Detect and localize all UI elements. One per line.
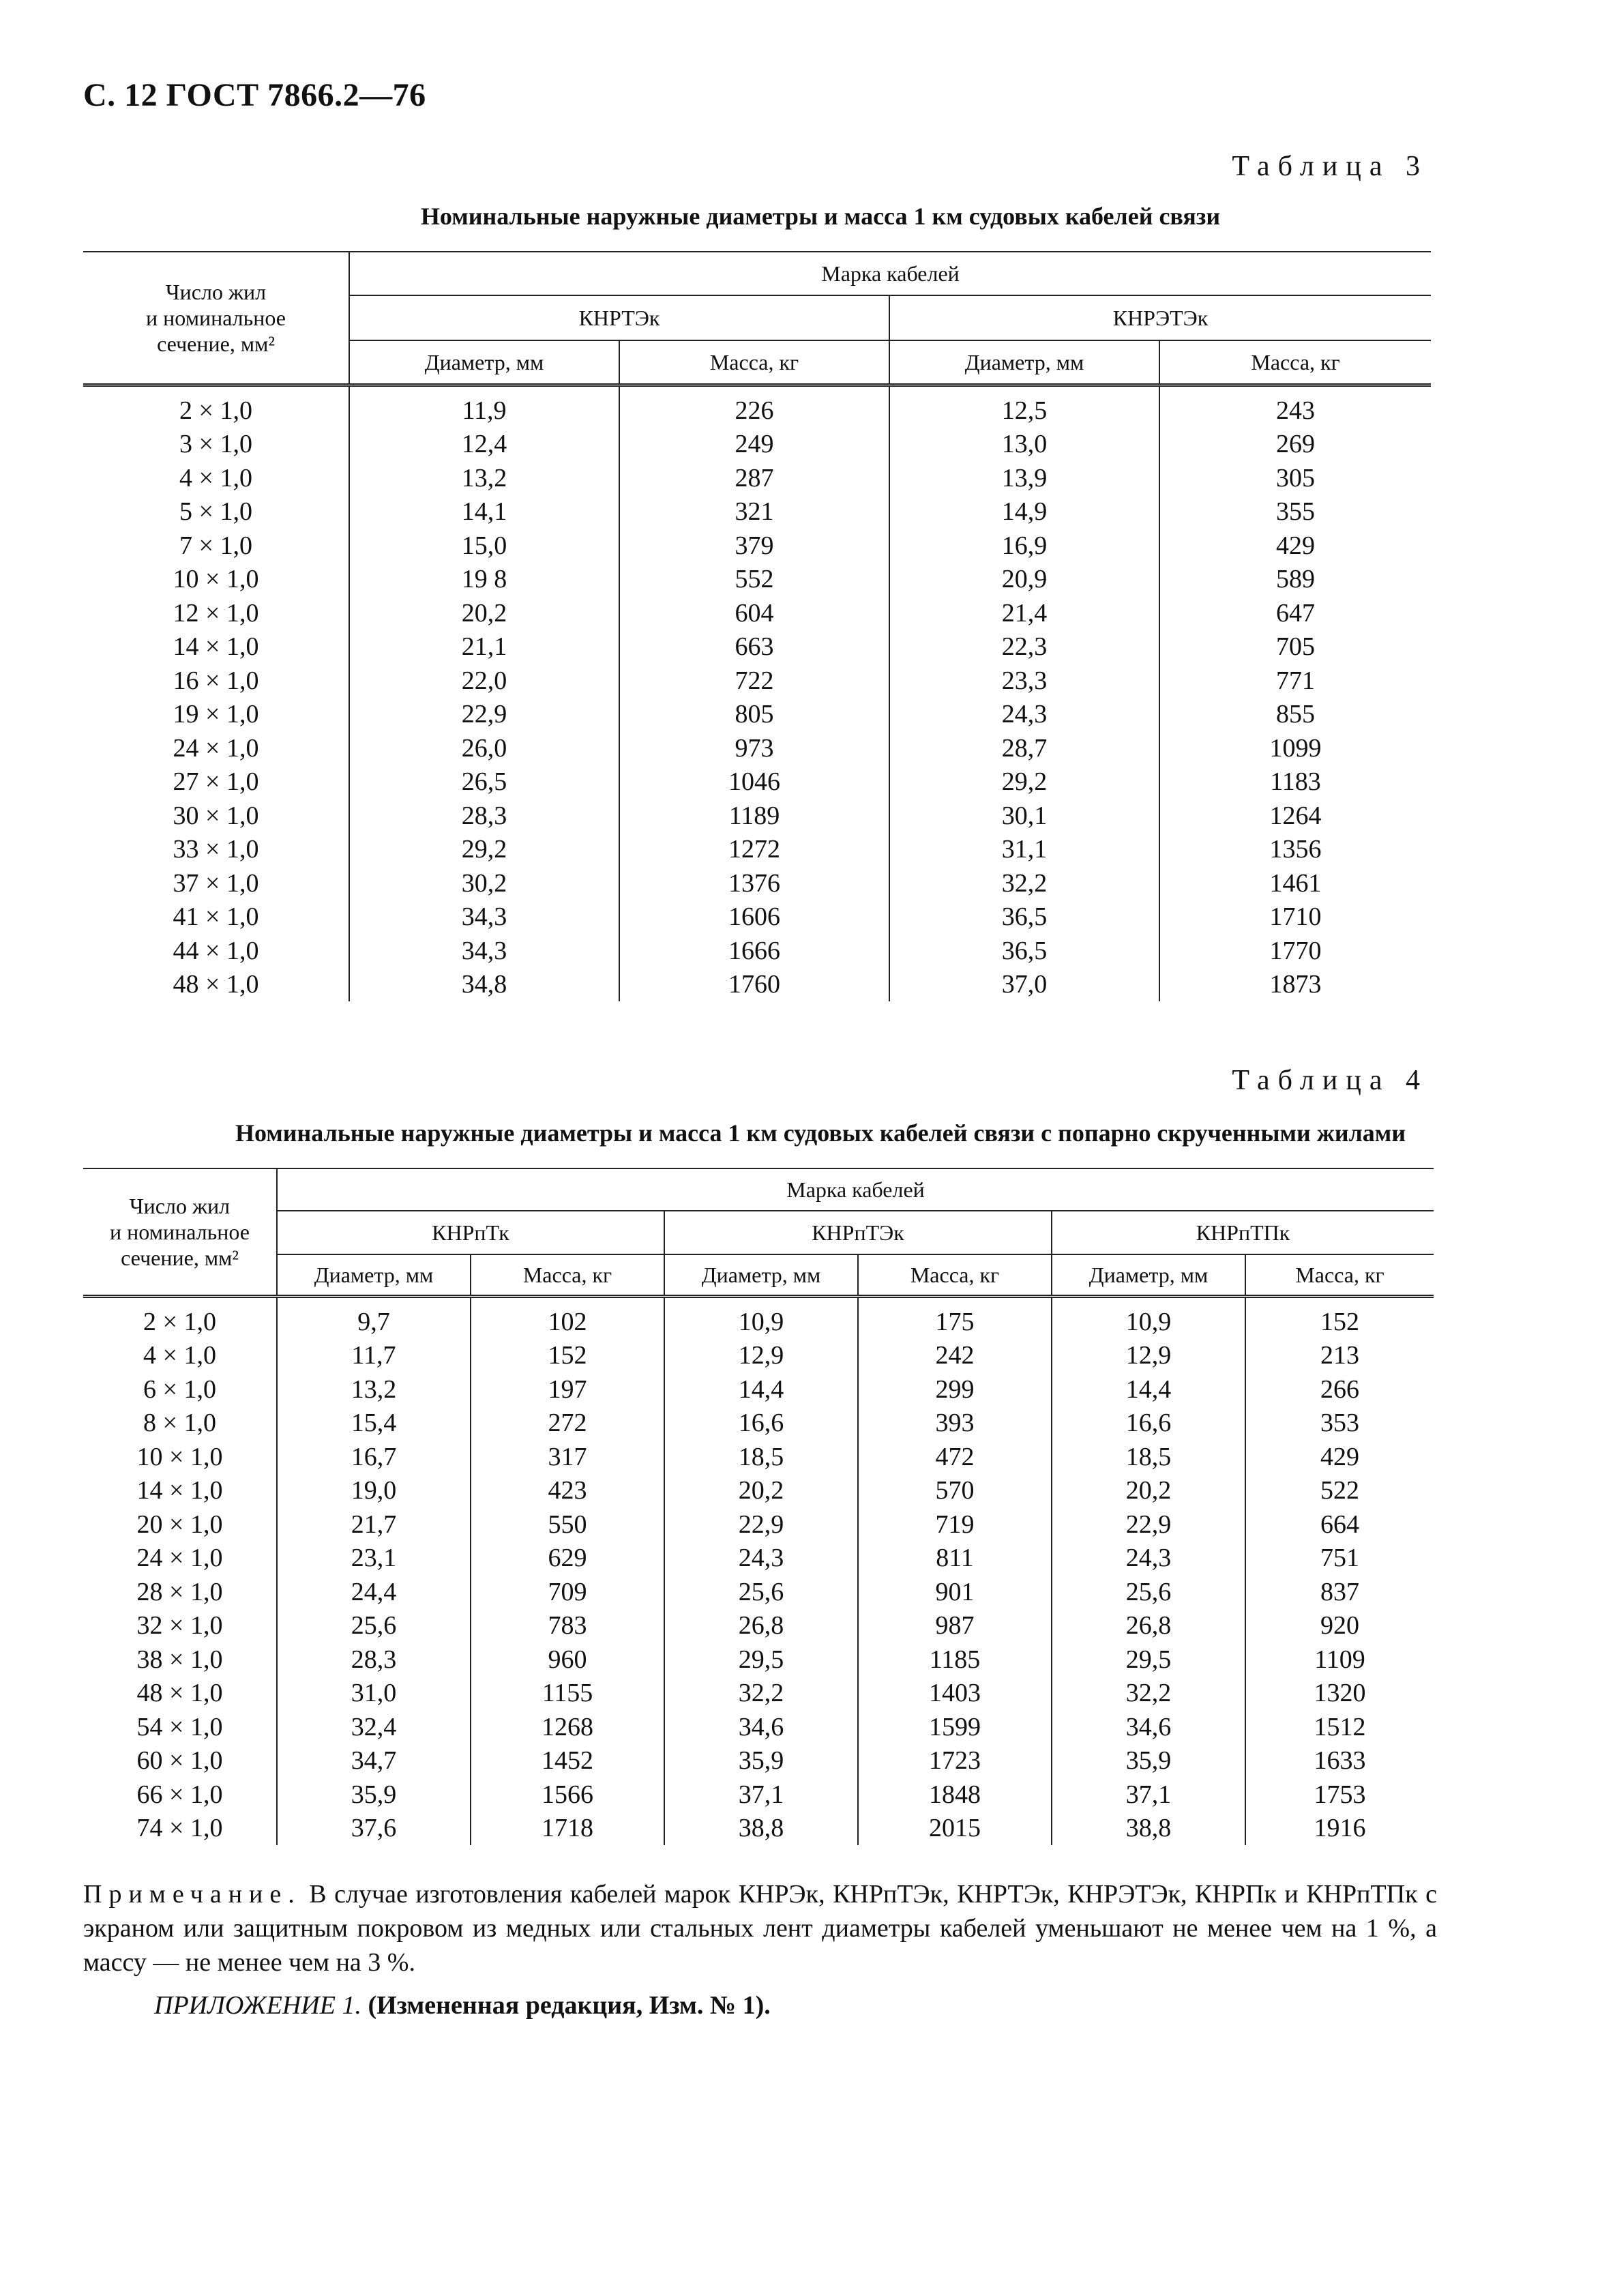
value-cell: 299 bbox=[858, 1372, 1052, 1407]
value-cell: 472 bbox=[858, 1440, 1052, 1474]
value-cell: 29,5 bbox=[1052, 1643, 1245, 1677]
row-label-cell: 60 × 1,0 bbox=[136, 1746, 223, 1776]
value-cell: 1606 bbox=[619, 900, 889, 934]
value-cell: 837 bbox=[1245, 1575, 1434, 1609]
value-cell: 9,7 bbox=[277, 1297, 471, 1339]
value-cell: 522 bbox=[1245, 1474, 1434, 1508]
value-cell: 1046 bbox=[619, 765, 889, 799]
value-cell: 647 bbox=[1159, 596, 1431, 630]
value-cell: 1272 bbox=[619, 833, 889, 867]
value-cell: 102 bbox=[471, 1297, 664, 1339]
value-cell: 1566 bbox=[471, 1778, 664, 1812]
row-label-cell: 33 × 1,0 bbox=[173, 835, 259, 864]
value-cell: 709 bbox=[471, 1575, 664, 1609]
table-3-first-header-line-1: Число жил bbox=[165, 280, 267, 304]
table-4-sub-header: Масса, кг bbox=[858, 1254, 1052, 1297]
value-cell: 1753 bbox=[1245, 1778, 1434, 1812]
table-row bbox=[83, 900, 1431, 934]
table-4-brand-header: КНРпТЭк bbox=[664, 1211, 1052, 1254]
value-cell: 13,0 bbox=[889, 428, 1159, 462]
value-cell: 1452 bbox=[471, 1744, 664, 1778]
row-label-cell: 3 × 1,0 bbox=[179, 430, 252, 459]
table-row bbox=[83, 664, 1431, 698]
value-cell: 26,8 bbox=[1052, 1609, 1245, 1643]
value-cell: 12,5 bbox=[889, 385, 1159, 428]
value-cell: 16,7 bbox=[277, 1440, 471, 1474]
value-cell: 24,3 bbox=[889, 698, 1159, 732]
table-row bbox=[83, 765, 1431, 799]
value-cell: 11,7 bbox=[277, 1339, 471, 1373]
table-4-brand-header: КНРпТПк bbox=[1052, 1211, 1434, 1254]
row-label-cell: 20 × 1,0 bbox=[136, 1510, 223, 1539]
value-cell: 1403 bbox=[858, 1677, 1052, 1711]
table-row bbox=[83, 731, 1431, 765]
value-cell: 2015 bbox=[858, 1812, 1052, 1846]
value-cell: 1916 bbox=[1245, 1812, 1434, 1846]
table-row bbox=[83, 428, 1431, 462]
row-label-cell: 44 × 1,0 bbox=[173, 936, 259, 965]
value-cell: 664 bbox=[1245, 1507, 1434, 1542]
value-cell: 266 bbox=[1245, 1372, 1434, 1407]
value-cell: 32,2 bbox=[1052, 1677, 1245, 1711]
value-cell: 987 bbox=[858, 1609, 1052, 1643]
table-row bbox=[83, 1609, 1434, 1643]
value-cell: 1723 bbox=[858, 1744, 1052, 1778]
page-header: С. 12 ГОСТ 7866.2—76 bbox=[83, 77, 426, 113]
row-label-cell: 5 × 1,0 bbox=[179, 497, 252, 527]
value-cell: 589 bbox=[1159, 563, 1431, 597]
value-cell: 28,3 bbox=[277, 1643, 471, 1677]
table-3-sub-header: Масса, кг bbox=[1159, 340, 1431, 385]
table-row bbox=[83, 1507, 1434, 1542]
value-cell: 36,5 bbox=[889, 934, 1159, 968]
table-3-first-column-header bbox=[83, 252, 349, 385]
table-row bbox=[83, 1778, 1434, 1812]
value-cell: 960 bbox=[471, 1643, 664, 1677]
row-label-cell: 19 × 1,0 bbox=[173, 700, 259, 729]
table-4-group-header: Марка кабелей bbox=[277, 1168, 1434, 1211]
row-label-cell: 10 × 1,0 bbox=[173, 565, 259, 594]
table-row bbox=[83, 1677, 1434, 1711]
value-cell: 1599 bbox=[858, 1710, 1052, 1744]
table-row bbox=[83, 968, 1431, 1002]
appendix-reference bbox=[154, 1990, 771, 2020]
value-cell: 855 bbox=[1159, 698, 1431, 732]
table-3 bbox=[83, 251, 1431, 1001]
value-cell: 663 bbox=[619, 630, 889, 664]
table-row bbox=[83, 833, 1431, 867]
table-3-brand-header: КНРТЭк bbox=[349, 295, 889, 340]
value-cell: 30,2 bbox=[349, 866, 619, 900]
value-cell: 429 bbox=[1245, 1440, 1434, 1474]
value-cell: 1155 bbox=[471, 1677, 664, 1711]
value-cell: 152 bbox=[471, 1339, 664, 1373]
value-cell: 22,3 bbox=[889, 630, 1159, 664]
value-cell: 12,9 bbox=[1052, 1339, 1245, 1373]
value-cell: 272 bbox=[471, 1407, 664, 1441]
table-row bbox=[83, 385, 1431, 428]
value-cell: 1848 bbox=[858, 1778, 1052, 1812]
value-cell: 226 bbox=[619, 385, 889, 428]
value-cell: 13,2 bbox=[277, 1372, 471, 1407]
value-cell: 21,1 bbox=[349, 630, 619, 664]
value-cell: 12,4 bbox=[349, 428, 619, 462]
table-4-brand-header: КНРпТк bbox=[277, 1211, 664, 1254]
row-label-cell: 30 × 1,0 bbox=[173, 801, 259, 830]
value-cell: 10,9 bbox=[1052, 1297, 1245, 1339]
value-cell: 305 bbox=[1159, 461, 1431, 495]
row-label-cell: 48 × 1,0 bbox=[136, 1679, 223, 1708]
value-cell: 423 bbox=[471, 1474, 664, 1508]
value-cell: 14,4 bbox=[1052, 1372, 1245, 1407]
value-cell: 37,0 bbox=[889, 968, 1159, 1002]
row-label-cell: 24 × 1,0 bbox=[136, 1544, 223, 1573]
table-row bbox=[83, 866, 1431, 900]
value-cell: 722 bbox=[619, 664, 889, 698]
row-label-cell: 4 × 1,0 bbox=[179, 463, 252, 492]
row-label-cell: 12 × 1,0 bbox=[173, 598, 259, 628]
value-cell: 20,2 bbox=[349, 596, 619, 630]
value-cell: 321 bbox=[619, 495, 889, 529]
value-cell: 213 bbox=[1245, 1339, 1434, 1373]
table-3-group-header: Марка кабелей bbox=[349, 252, 1431, 295]
row-label-cell: 16 × 1,0 bbox=[173, 666, 259, 695]
value-cell: 16,6 bbox=[664, 1407, 858, 1441]
value-cell: 24,4 bbox=[277, 1575, 471, 1609]
value-cell: 1320 bbox=[1245, 1677, 1434, 1711]
value-cell: 29,2 bbox=[889, 765, 1159, 799]
value-cell: 31,0 bbox=[277, 1677, 471, 1711]
value-cell: 22,9 bbox=[664, 1507, 858, 1542]
row-label-cell: 48 × 1,0 bbox=[173, 970, 259, 999]
value-cell: 771 bbox=[1159, 664, 1431, 698]
value-cell: 32,2 bbox=[664, 1677, 858, 1711]
value-cell: 973 bbox=[619, 731, 889, 765]
value-cell: 34,6 bbox=[664, 1710, 858, 1744]
value-cell: 36,5 bbox=[889, 900, 1159, 934]
row-label-cell: 24 × 1,0 bbox=[173, 733, 259, 763]
value-cell: 152 bbox=[1245, 1297, 1434, 1339]
value-cell: 1461 bbox=[1159, 866, 1431, 900]
value-cell: 35,9 bbox=[664, 1744, 858, 1778]
value-cell: 197 bbox=[471, 1372, 664, 1407]
value-cell: 13,2 bbox=[349, 461, 619, 495]
value-cell: 32,4 bbox=[277, 1710, 471, 1744]
table-row bbox=[83, 1339, 1434, 1373]
value-cell: 783 bbox=[471, 1609, 664, 1643]
value-cell: 705 bbox=[1159, 630, 1431, 664]
value-cell: 26,5 bbox=[349, 765, 619, 799]
table-3-label: Таблица 3 bbox=[1232, 151, 1428, 182]
value-cell: 629 bbox=[471, 1542, 664, 1576]
value-cell: 35,9 bbox=[1052, 1744, 1245, 1778]
value-cell: 1633 bbox=[1245, 1744, 1434, 1778]
table-row bbox=[83, 461, 1431, 495]
value-cell: 243 bbox=[1159, 385, 1431, 428]
value-cell: 34,3 bbox=[349, 934, 619, 968]
table-row bbox=[83, 1474, 1434, 1508]
table-3-sub-header: Диаметр, мм bbox=[889, 340, 1159, 385]
value-cell: 1109 bbox=[1245, 1643, 1434, 1677]
value-cell: 811 bbox=[858, 1542, 1052, 1576]
value-cell: 1666 bbox=[619, 934, 889, 968]
row-label-cell: 14 × 1,0 bbox=[173, 632, 259, 662]
row-label-cell: 8 × 1,0 bbox=[143, 1409, 216, 1438]
value-cell: 31,1 bbox=[889, 833, 1159, 867]
row-label-cell: 2 × 1,0 bbox=[143, 1307, 216, 1336]
value-cell: 26,0 bbox=[349, 731, 619, 765]
value-cell: 1189 bbox=[619, 799, 889, 833]
value-cell: 20,9 bbox=[889, 563, 1159, 597]
value-cell: 14,4 bbox=[664, 1372, 858, 1407]
table-3-first-header-line-3: сечение, мм² bbox=[157, 332, 275, 356]
row-label-cell: 6 × 1,0 bbox=[143, 1374, 216, 1404]
value-cell: 604 bbox=[619, 596, 889, 630]
value-cell: 34,6 bbox=[1052, 1710, 1245, 1744]
note-lead: Примечание. bbox=[83, 1880, 301, 1909]
value-cell: 175 bbox=[858, 1297, 1052, 1339]
value-cell: 1512 bbox=[1245, 1710, 1434, 1744]
value-cell: 25,6 bbox=[1052, 1575, 1245, 1609]
value-cell: 15,0 bbox=[349, 529, 619, 563]
row-label-cell: 4 × 1,0 bbox=[143, 1341, 216, 1370]
row-label-cell: 14 × 1,0 bbox=[136, 1476, 223, 1505]
table-3-first-header-line-2: и номинальное bbox=[146, 306, 286, 330]
table-row bbox=[83, 1744, 1434, 1778]
value-cell: 13,9 bbox=[889, 461, 1159, 495]
table-row bbox=[83, 1542, 1434, 1576]
value-cell: 355 bbox=[1159, 495, 1431, 529]
row-label-cell: 28 × 1,0 bbox=[136, 1577, 223, 1606]
value-cell: 19,0 bbox=[277, 1474, 471, 1508]
value-cell: 751 bbox=[1245, 1542, 1434, 1576]
value-cell: 15,4 bbox=[277, 1407, 471, 1441]
row-label-cell: 10 × 1,0 bbox=[136, 1442, 223, 1471]
value-cell: 24,3 bbox=[1052, 1542, 1245, 1576]
value-cell: 32,2 bbox=[889, 866, 1159, 900]
row-label-cell: 32 × 1,0 bbox=[136, 1611, 223, 1640]
table-4-first-header-line-2: и номинальное bbox=[110, 1220, 250, 1244]
value-cell: 23,3 bbox=[889, 664, 1159, 698]
table-3-sub-header: Диаметр, мм bbox=[349, 340, 619, 385]
value-cell: 393 bbox=[858, 1407, 1052, 1441]
table-4-sub-header: Масса, кг bbox=[471, 1254, 664, 1297]
value-cell: 28,3 bbox=[349, 799, 619, 833]
value-cell: 429 bbox=[1159, 529, 1431, 563]
table-4-sub-header: Диаметр, мм bbox=[1052, 1254, 1245, 1297]
value-cell: 14,1 bbox=[349, 495, 619, 529]
value-cell: 920 bbox=[1245, 1609, 1434, 1643]
table-3-caption: Номинальные наружные диаметры и масса 1 км судовых кабелей связи bbox=[420, 203, 1221, 230]
value-cell: 10,9 bbox=[664, 1297, 858, 1339]
note-text: В случае изготовления кабелей марок КНРЭк, КНРпТЭк, КНРТЭк, КНРЭТЭк, КНРПк и КНРпТПк с экраном или защитным покровом из медных или стальных лент диаметры кабелей уменьшают не менее чем на 1 %, а массу — не менее чем на 3 %. bbox=[83, 1880, 1437, 1977]
table-row bbox=[83, 1710, 1434, 1744]
value-cell: 1356 bbox=[1159, 833, 1431, 867]
table-row bbox=[83, 1372, 1434, 1407]
value-cell: 26,8 bbox=[664, 1609, 858, 1643]
table-row bbox=[83, 698, 1431, 732]
value-cell: 20,2 bbox=[664, 1474, 858, 1508]
value-cell: 34,8 bbox=[349, 968, 619, 1002]
row-label-cell: 41 × 1,0 bbox=[173, 902, 259, 932]
table-4-sub-header: Масса, кг bbox=[1245, 1254, 1434, 1297]
value-cell: 570 bbox=[858, 1474, 1052, 1508]
table-row bbox=[83, 1812, 1434, 1846]
value-cell: 18,5 bbox=[1052, 1440, 1245, 1474]
value-cell: 20,2 bbox=[1052, 1474, 1245, 1508]
value-cell: 1873 bbox=[1159, 968, 1431, 1002]
value-cell: 38,8 bbox=[664, 1812, 858, 1846]
table-4-sub-header: Диаметр, мм bbox=[277, 1254, 471, 1297]
value-cell: 1099 bbox=[1159, 731, 1431, 765]
value-cell: 18,5 bbox=[664, 1440, 858, 1474]
value-cell: 901 bbox=[858, 1575, 1052, 1609]
value-cell: 19 8 bbox=[349, 563, 619, 597]
value-cell: 552 bbox=[619, 563, 889, 597]
value-cell: 287 bbox=[619, 461, 889, 495]
value-cell: 11,9 bbox=[349, 385, 619, 428]
appendix-revision: (Измененная редакция, Изм. № 1). bbox=[361, 1991, 771, 2020]
row-label-cell: 27 × 1,0 bbox=[173, 767, 259, 797]
value-cell: 29,2 bbox=[349, 833, 619, 867]
value-cell: 379 bbox=[619, 529, 889, 563]
table-4-caption: Номинальные наружные диаметры и масса 1 км судовых кабелей связи с попарно скрученными жилами bbox=[235, 1119, 1406, 1147]
table-3-body bbox=[83, 385, 1431, 1002]
table-row bbox=[83, 495, 1431, 529]
value-cell: 28,7 bbox=[889, 731, 1159, 765]
value-cell: 1718 bbox=[471, 1812, 664, 1846]
value-cell: 35,9 bbox=[277, 1778, 471, 1812]
row-label-cell: 54 × 1,0 bbox=[136, 1712, 223, 1741]
value-cell: 269 bbox=[1159, 428, 1431, 462]
value-cell: 719 bbox=[858, 1507, 1052, 1542]
value-cell: 22,0 bbox=[349, 664, 619, 698]
table-row bbox=[83, 563, 1431, 597]
row-label-cell: 74 × 1,0 bbox=[136, 1814, 223, 1843]
value-cell: 21,7 bbox=[277, 1507, 471, 1542]
value-cell: 1760 bbox=[619, 968, 889, 1002]
value-cell: 38,8 bbox=[1052, 1812, 1245, 1846]
value-cell: 37,1 bbox=[1052, 1778, 1245, 1812]
value-cell: 1264 bbox=[1159, 799, 1431, 833]
value-cell: 37,6 bbox=[277, 1812, 471, 1846]
table-note bbox=[83, 1877, 1437, 1979]
value-cell: 29,5 bbox=[664, 1643, 858, 1677]
row-label-cell: 7 × 1,0 bbox=[179, 531, 252, 560]
row-label-cell: 2 × 1,0 bbox=[179, 396, 252, 425]
value-cell: 23,1 bbox=[277, 1542, 471, 1576]
row-label-cell: 37 × 1,0 bbox=[173, 868, 259, 898]
value-cell: 1185 bbox=[858, 1643, 1052, 1677]
table-row bbox=[83, 934, 1431, 968]
appendix-title: ПРИЛОЖЕНИЕ 1. bbox=[154, 1991, 361, 2020]
table-3-brand-header: КНРЭТЭк bbox=[889, 295, 1431, 340]
value-cell: 14,9 bbox=[889, 495, 1159, 529]
table-4-first-header-line-1: Число жил bbox=[129, 1194, 231, 1218]
table-4-body bbox=[83, 1297, 1434, 1846]
table-4-first-header-line-3: сечение, мм² bbox=[121, 1246, 239, 1270]
value-cell: 1376 bbox=[619, 866, 889, 900]
table-4-sub-header: Диаметр, мм bbox=[664, 1254, 858, 1297]
value-cell: 34,3 bbox=[349, 900, 619, 934]
value-cell: 16,6 bbox=[1052, 1407, 1245, 1441]
table-row bbox=[83, 630, 1431, 664]
value-cell: 12,9 bbox=[664, 1339, 858, 1373]
value-cell: 22,9 bbox=[349, 698, 619, 732]
value-cell: 24,3 bbox=[664, 1542, 858, 1576]
table-row bbox=[83, 1440, 1434, 1474]
table-row bbox=[83, 1407, 1434, 1441]
table-4-label: Таблица 4 bbox=[1232, 1065, 1428, 1096]
table-4-first-column-header bbox=[83, 1168, 277, 1297]
row-label-cell: 66 × 1,0 bbox=[136, 1780, 223, 1809]
value-cell: 30,1 bbox=[889, 799, 1159, 833]
value-cell: 550 bbox=[471, 1507, 664, 1542]
value-cell: 1183 bbox=[1159, 765, 1431, 799]
value-cell: 34,7 bbox=[277, 1744, 471, 1778]
table-row bbox=[83, 596, 1431, 630]
value-cell: 1770 bbox=[1159, 934, 1431, 968]
value-cell: 317 bbox=[471, 1440, 664, 1474]
value-cell: 25,6 bbox=[664, 1575, 858, 1609]
table-row bbox=[83, 1297, 1434, 1339]
value-cell: 37,1 bbox=[664, 1778, 858, 1812]
table-row bbox=[83, 799, 1431, 833]
table-row bbox=[83, 1575, 1434, 1609]
value-cell: 25,6 bbox=[277, 1609, 471, 1643]
value-cell: 242 bbox=[858, 1339, 1052, 1373]
value-cell: 1710 bbox=[1159, 900, 1431, 934]
table-3-sub-header: Масса, кг bbox=[619, 340, 889, 385]
value-cell: 353 bbox=[1245, 1407, 1434, 1441]
value-cell: 21,4 bbox=[889, 596, 1159, 630]
table-4 bbox=[83, 1168, 1434, 1845]
value-cell: 249 bbox=[619, 428, 889, 462]
value-cell: 1268 bbox=[471, 1710, 664, 1744]
value-cell: 16,9 bbox=[889, 529, 1159, 563]
value-cell: 22,9 bbox=[1052, 1507, 1245, 1542]
table-row bbox=[83, 529, 1431, 563]
row-label-cell: 38 × 1,0 bbox=[136, 1645, 223, 1674]
table-row bbox=[83, 1643, 1434, 1677]
value-cell: 805 bbox=[619, 698, 889, 732]
